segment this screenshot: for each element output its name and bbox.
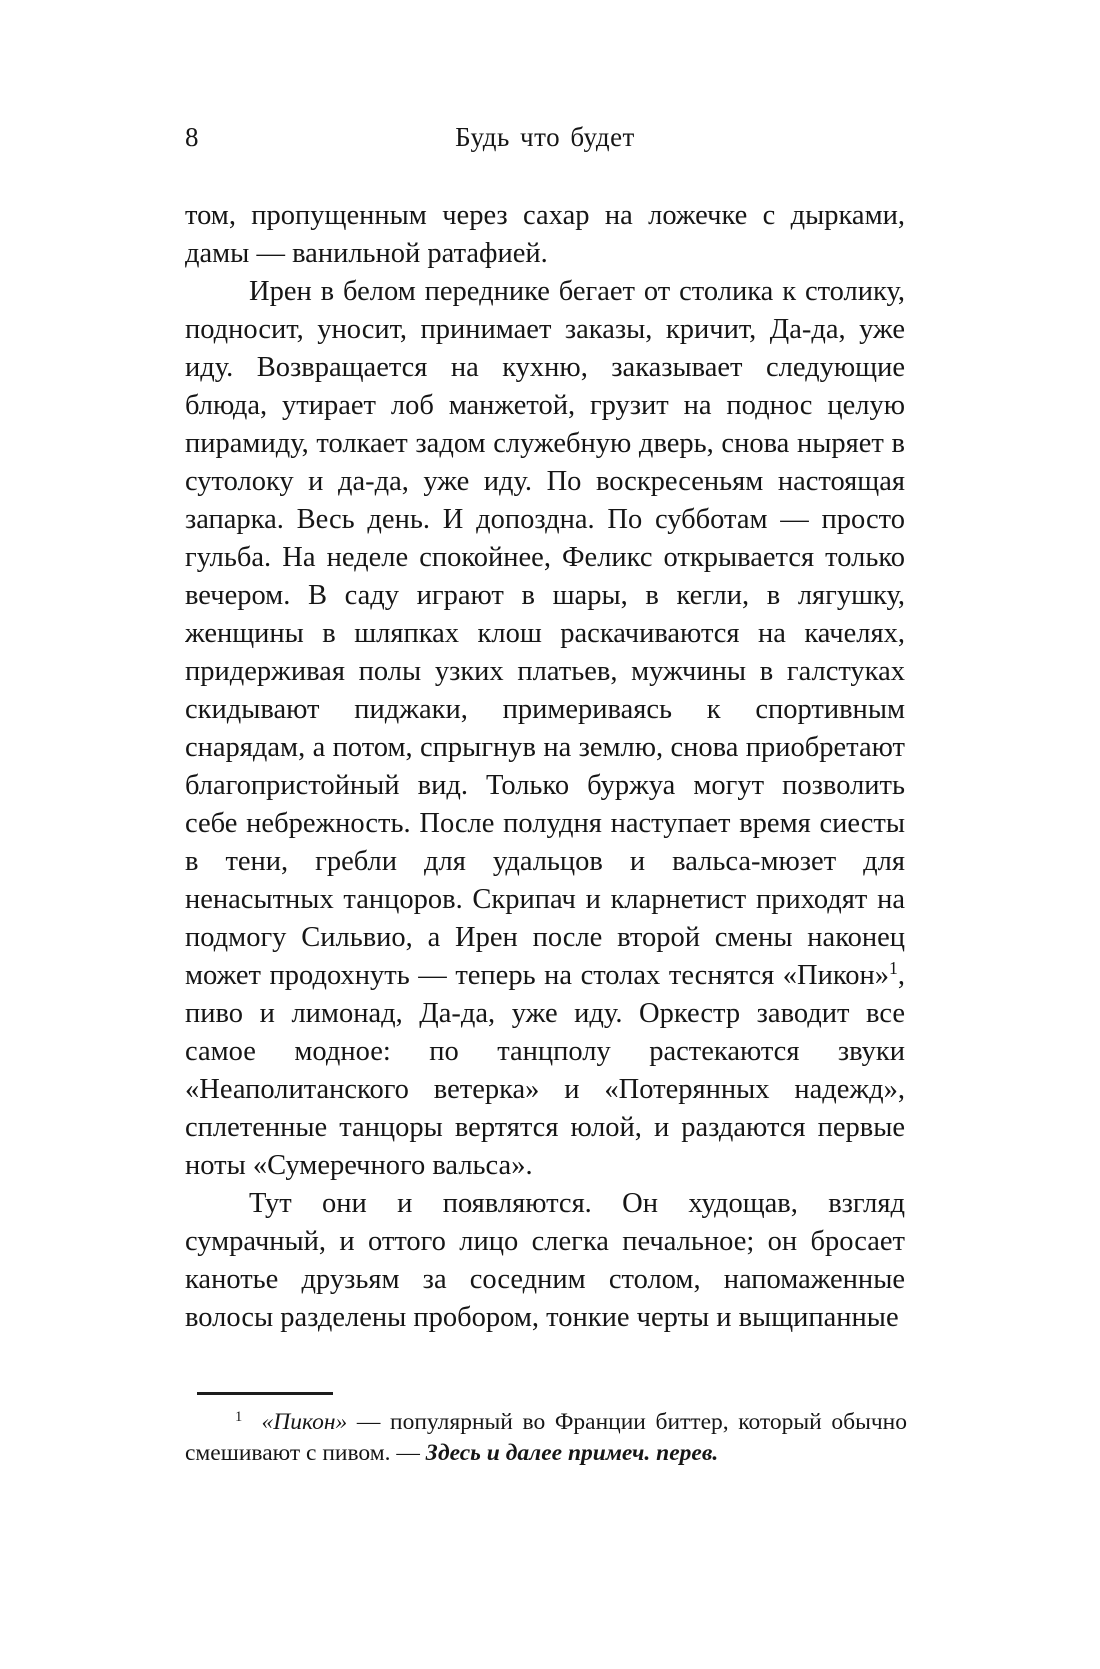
footnote-divider <box>197 1392 333 1395</box>
footnote-term: «Пикон» <box>261 1409 348 1435</box>
paragraph-main-text-before-ref: Ирен в белом переднике бегает от столика к столику, подносит, уносит, принимает заказы, кричит, Да-да, уже иду. Возвращается на кухню, заказывает следующие блюда, утирает лоб манжетой, грузит на поднос целую пирамиду, толкает задом служебную дверь, снова ныряет в сутолоку и да-да, уже иду. По воскресеньям настоящая запарка. Весь день. И допоздна. По субботам — просто гульба. На неделе спокойнее, Феликс открывается только вечером. В саду играют в шары, в кегли, в лягушку, женщины в шляпках клош раскачиваются на качелях, придерживая полы узких платьев, мужчины в галстуках скидывают пиджаки, примериваясь к спортивным снарядам, а потом, спрыгнув на землю, снова приобретают благопристойный вид. Только буржуа могут позволить себе небрежность. После полудня наступает время сиесты в тени, гребли для удальцов и вальса-мюзет для ненасытных танцоров. Скрипач и кларнетист приходят на подмогу Сильвио, а Ирен после второй смены наконец может продохнуть — теперь на столах теснятся «Пикон» <box>185 276 905 991</box>
footnote-attribution: Здесь и далее примеч. перев. <box>425 1440 719 1466</box>
paragraph-main <box>185 273 905 1185</box>
paragraph-continuation: том, пропущенным через сахар на ложечке с дырками, дамы — ванильной ратафией. <box>185 200 905 269</box>
running-title: Будь что будет <box>455 122 635 152</box>
body-text <box>185 197 905 1387</box>
footnote-body-text: — популярный во Франции биттер, который обычно смешивают с пивом. — <box>185 1409 908 1466</box>
page-header <box>185 121 905 157</box>
footnote-marker: 1 <box>235 1409 243 1425</box>
footnote-reference: 1 <box>889 958 898 979</box>
paragraph-main-text-after-ref: , пиво и лимонад, Да-да, уже иду. Оркестр заводит все самое модное: по танцполу растекаются звуки «Неаполитанского ветерка» и «Потерянных надежд», сплетенные танцоры вертятся юлой, и раздаются первые ноты «Сумеречного вальса». <box>185 960 905 1181</box>
page-number: 8 <box>185 122 199 152</box>
footnote <box>185 1407 907 1469</box>
paragraph-last: Тут они и появляются. Он худощав, взгляд сумрачный, и оттого лицо слегка печальное; он бросает канотье друзьям за соседним столом, напомаженные волосы разделены пробором, тонкие черты и выщипанные <box>185 1188 905 1333</box>
footnote-section <box>185 1392 907 1469</box>
